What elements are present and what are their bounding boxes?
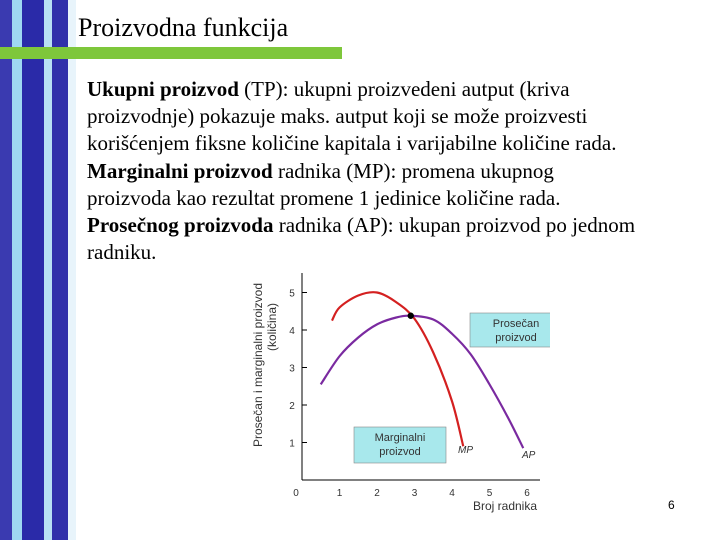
mp-annotation-label: Marginalni [374, 432, 426, 444]
slide-body [87, 76, 717, 266]
series-mp-line [332, 292, 463, 446]
x-tick-label: 3 [411, 488, 418, 499]
term-tp: Ukupni proizvod [87, 77, 239, 101]
title-underline-bar [0, 47, 342, 59]
y-tick-label: 3 [289, 363, 295, 375]
ap-annotation-label: Prosečan [492, 318, 540, 330]
x-tick-label: 0 [293, 488, 299, 499]
x-ticks [293, 488, 530, 499]
mp-series-label: MP [458, 445, 473, 456]
decor-stripe [0, 0, 12, 540]
y-axis-label: Prosečan i marginalni proizvod [251, 282, 265, 448]
paragraph-ap [87, 212, 717, 239]
decor-stripe [68, 0, 76, 540]
decor-stripe [44, 0, 52, 540]
y-tick-label: 2 [289, 401, 295, 412]
paragraph-text: radnika (AP): ukupan proizvod po jednom [273, 213, 636, 238]
paragraph-tp [87, 76, 717, 103]
mp-annotation-label: proizvod [379, 446, 421, 458]
paragraph-text: radnika (MP): promena ukupnog [272, 158, 554, 183]
y-tick-label: 5 [289, 288, 295, 300]
slide-title: Proizvodna funkcija [78, 13, 289, 42]
paragraph-text: (TP): ukupni proizvedeni autput (kriva [238, 77, 570, 101]
x-tick-label: 2 [374, 488, 380, 499]
x-tick-label: 4 [449, 488, 455, 499]
paragraph-mp [87, 158, 717, 185]
paragraph-text: proizvoda kao rezultat promene 1 jedinice količine rada. [87, 185, 561, 210]
decor-stripe [12, 0, 22, 540]
y-tick-label: 1 [289, 438, 295, 450]
paragraph-text: korišćenjem fiksne količine kapitala i varijabilne količine rada. [87, 131, 617, 156]
x-tick-label: 5 [486, 488, 493, 499]
intersection-point [408, 313, 414, 319]
x-axis-label: Broj radnika [472, 499, 538, 513]
y-ticks [289, 289, 307, 450]
x-tick-label: 6 [524, 488, 530, 499]
term-ap: Prosečnog proizvoda [87, 213, 274, 238]
y-tick-label: 4 [289, 326, 295, 337]
paragraph-text: proizvodnje) pokazuje maks. autput koji se može proizvesti [87, 104, 588, 129]
decor-stripe [22, 0, 44, 540]
ap-series-label: AP [522, 450, 536, 461]
ap-annotation-label: proizvod [495, 332, 537, 344]
mp-ap-chart [250, 255, 550, 517]
page-number: 6 [668, 498, 675, 512]
paragraph-text: radniku. [87, 240, 157, 265]
term-mp: Marginalni proizvod [87, 158, 273, 183]
y-axis-label: (količina) [265, 302, 279, 352]
decor-stripe [52, 0, 68, 540]
x-tick-label: 1 [336, 488, 343, 499]
